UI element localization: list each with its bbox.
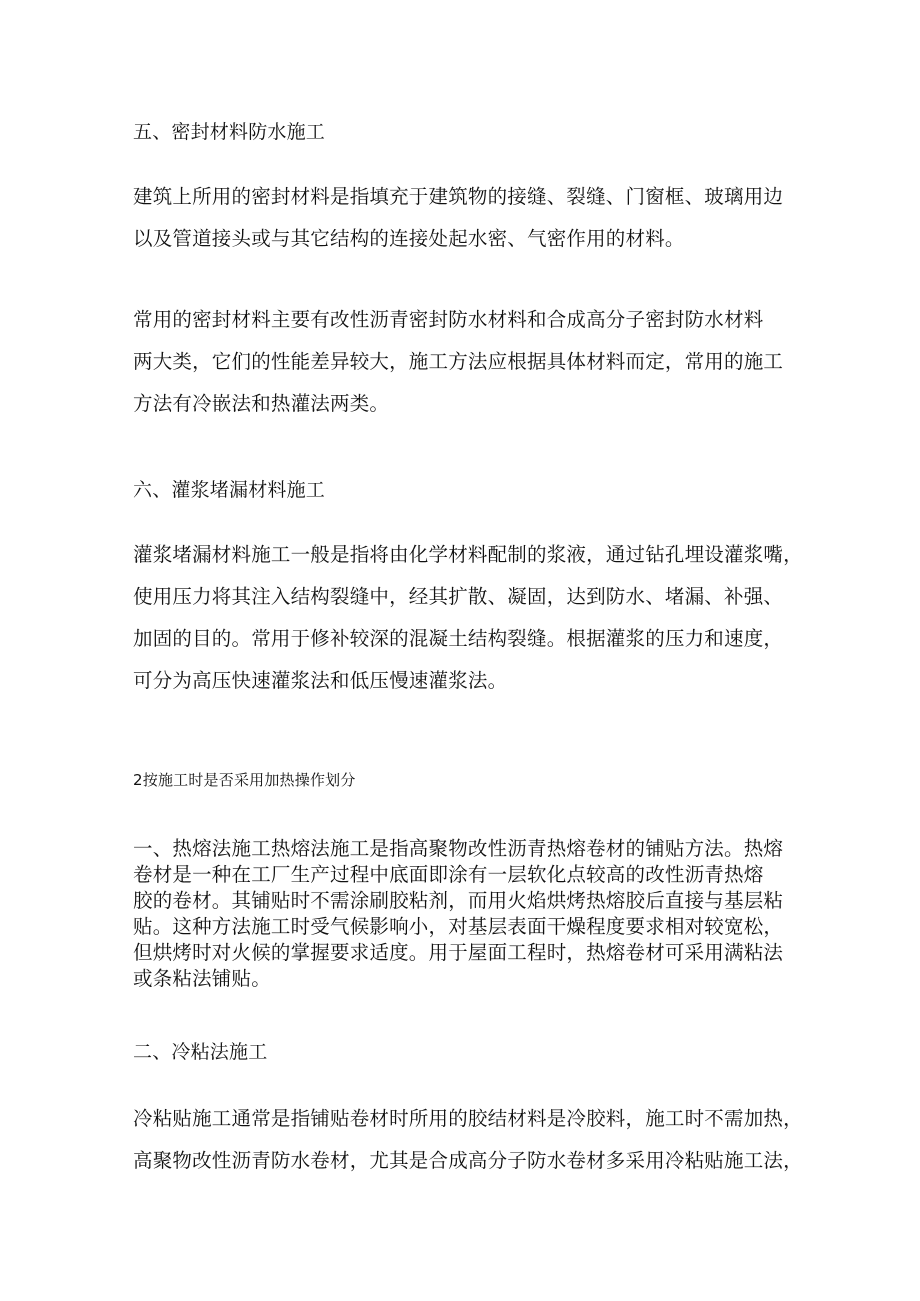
text-line: 建筑上所用的密封材料是指填充于建筑物的接缝、裂缝、门窗框、玻璃用边 [133,185,784,208]
section-6-heading: 六、灌浆堵漏材料施工 [133,479,326,501]
method-1-paragraph [133,836,795,992]
text-line: 灌浆堵漏材料施工一般是指将由化学材料配制的浆液，通过钻孔埋设灌浆嘴， [133,543,803,566]
text-line: 高聚物改性沥青防水卷材，尤其是合成高分子防水卷材多采用冷粘贴施工法， [133,1149,803,1172]
text-line: 方法有冷嵌法和热灌法两类。 [133,392,390,415]
text-line: 使用压力将其注入结构裂缝中，经其扩散、凝固，达到防水、堵漏、补强、 [133,585,784,608]
text-line: 贴。这种方法施工时受气候影响小，对基层表面干燥程度要求相对较宽松， [133,915,784,938]
section-5-paragraph-1 [133,176,795,260]
section-5-paragraph-2 [133,299,795,425]
text-line: 可分为高压快速灌浆法和低压慢速灌浆法。 [133,669,508,692]
method-2-heading: 二、冷粘法施工 [133,1041,268,1063]
text-line: 或条粘法铺贴。 [133,967,271,990]
text-line: 加固的目的。常用于修补较深的混凝土结构裂缝。根据灌浆的压力和速度， [133,627,784,650]
text-line: 一、热熔法施工热熔法施工是指高聚物改性沥青热熔卷材的铺贴方法。热熔 [133,837,784,860]
text-line: 但烘烤时对火候的掌握要求适度。用于屋面工程时，热熔卷材可采用满粘法 [133,941,784,964]
text-line: 胶的卷材。其铺贴时不需涂刷胶粘剂，而用火焰烘烤热熔胶后直接与基层粘 [133,889,784,912]
section-6-paragraph-1 [133,534,803,702]
text-line: 冷粘贴施工通常是指铺贴卷材时所用的胶结材料是冷胶料，施工时不需加热， [133,1107,803,1130]
text-line: 以及管道接头或与其它结构的连接处起水密、气密作用的材料。 [133,227,685,250]
text-line: 常用的密封材料主要有改性沥青密封防水材料和合成高分子密封防水材料 [133,308,764,331]
text-line: 卷材是一种在工厂生产过程中底面即涂有一层软化点较高的改性沥青热熔 [133,863,764,886]
part-2-heading: 2按施工时是否采用加热操作划分 [133,771,356,789]
method-2-paragraph-1 [133,1098,803,1182]
text-line: 两大类，它们的性能差异较大，施工方法应根据具体材料而定，常用的施工 [133,350,784,373]
section-5-heading: 五、密封材料防水施工 [133,121,326,143]
